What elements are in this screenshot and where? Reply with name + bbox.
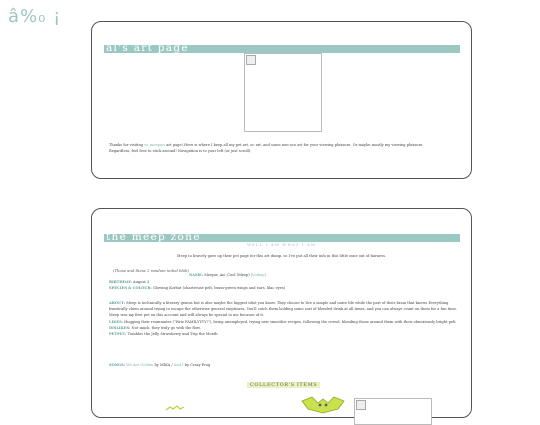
likes-value: Hugging their roommates ("Wriz FAMILYYYY!"), being unemployed, trying new smoothie recipes, following the crowd, blending those around them with their obnoxiously bright pelt	[124, 319, 456, 324]
collector-image-placeholder[interactable]	[354, 398, 432, 425]
art-page-panel	[91, 21, 472, 179]
songs-label: SONGS:	[109, 363, 126, 367]
collector-items-heading: COLLECTOR'S ITEMS	[247, 382, 320, 388]
birthday-value: August 3	[133, 280, 150, 284]
likes-label: LIKES:	[109, 319, 123, 324]
dislikes-value: Not much, they truly go with the flow.	[131, 325, 201, 330]
species-label: SPECIES & COLOUR:	[109, 286, 152, 291]
dislikes-label: DISLIKES:	[109, 325, 131, 330]
art-image-placeholder[interactable]	[244, 53, 322, 132]
meep-songs-line	[109, 362, 459, 368]
meep-note: (Those and these 2 random initial blob)	[113, 268, 189, 273]
art-page-title: al's art page	[106, 42, 189, 54]
broken-image-icon-2	[356, 400, 366, 410]
name-lookup-link[interactable]: [lookup]	[250, 273, 266, 277]
meep-zone-panel	[91, 208, 472, 418]
meep-zone-subtitle: WELL I AM WHAT I AM	[246, 242, 317, 247]
intro-text-1: Thanks for visiting	[109, 143, 145, 147]
name-value: Meepie_Aoi_Cool (Meep)	[204, 273, 250, 277]
meep-zone-title: the meep zone	[106, 231, 201, 243]
art-page-intro	[109, 142, 459, 154]
intro-text-2: art page! Here is where I keep all my pet art, oc art, and some non-oco art for your viewing pleasure. Or maybe mostly my viewing pleasure.	[165, 143, 424, 147]
song-link-2[interactable]: And I	[173, 363, 184, 367]
name-label: NAME:	[189, 273, 204, 277]
about-value: Meep is technically a literary genius but is also maybe the biggest idiot you know. They choose to live a simple and naive life while the part of their brain that knows Everything frantically claws around trying to escape the otherwise general emptiness. You'll catch them holding some sort of blended drink at all times, and you can always count on them for a fun time. Meep was my first pet on this account and will always be special to me because of it.	[109, 301, 457, 318]
site-logo-glyph: â%₀ ¡	[8, 6, 62, 27]
meep-name-line	[189, 272, 266, 278]
about-label: ABOUT:	[109, 301, 126, 305]
meep-info-block	[109, 279, 459, 291]
birthday-label: BIRTHDAY:	[109, 280, 132, 284]
song-link-1[interactable]: We Are Golden	[126, 363, 154, 367]
song-artist-1: by MIKA /	[153, 363, 174, 367]
visitor-name-link[interactable]: so_meepies	[144, 143, 166, 147]
petpet-sprite-left	[164, 405, 186, 411]
meep-sprite-image	[298, 395, 348, 415]
song-artist-2: by Crazy Frog	[183, 363, 211, 367]
petpet-label: PETPET:	[109, 332, 127, 337]
intro-text-3: Regardless, feel free to stick around! Navigation is to your left (or just scroll).	[109, 149, 252, 154]
meep-zone-intro: Meep to bravely gave up their pet page for this art dump, so I've put all their info in this little zone out of fairness.	[176, 254, 387, 258]
petpet-value: Tumbles the Jelly Strawberry and Trip the Moeth	[127, 332, 218, 337]
meep-about-block	[109, 300, 459, 337]
broken-image-icon	[246, 55, 256, 65]
species-value: Glowing Korbat (chartreuse pelt, brass-green wings and ears, lilac eyes)	[152, 286, 286, 291]
